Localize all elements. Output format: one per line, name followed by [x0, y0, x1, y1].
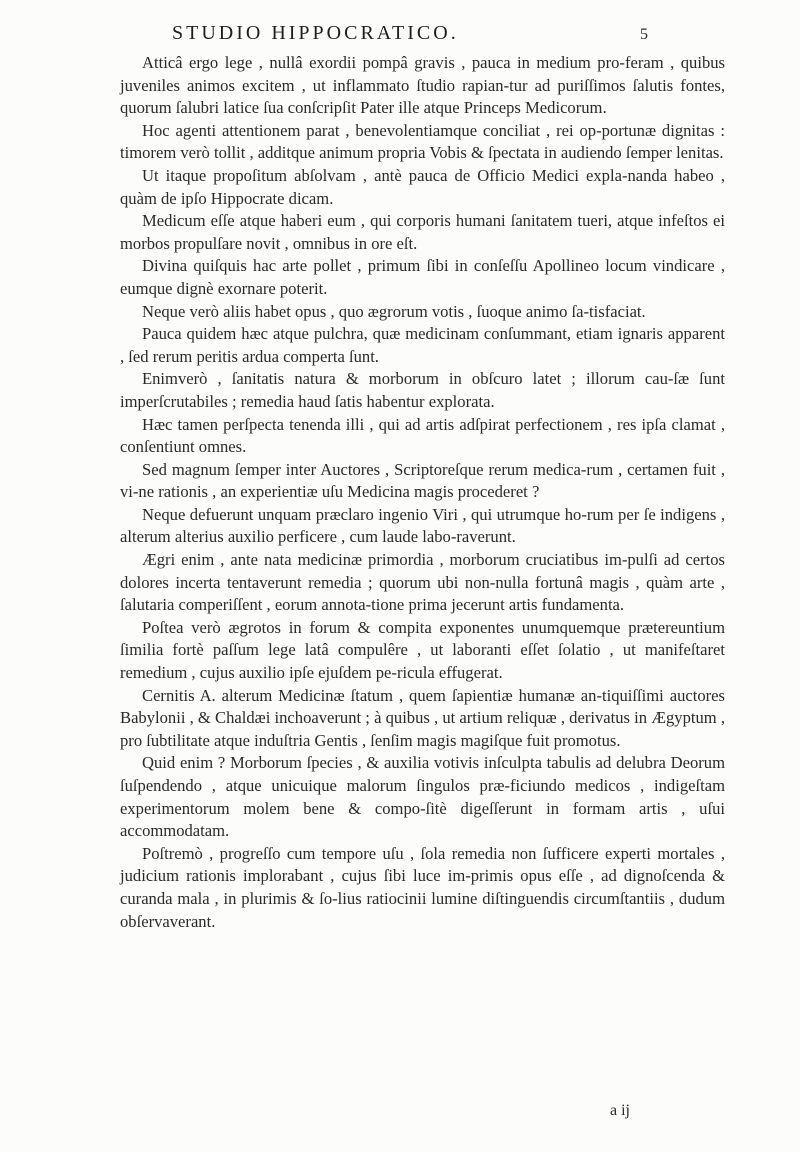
paragraph: Hoc agenti attentionem parat , benevolentiamque conciliat , rei op-portunæ dignitas : timorem verò tollit , additque animum propria Vobis & ſpectata in audiendo ſemper lenitas. — [120, 120, 725, 163]
paragraph: Neque defuerunt unquam præclaro ingenio Viri , qui utrumque ho-rum per ſe indigens , alterum alterius auxilio perficere , cum laude labo-raverunt. — [120, 504, 725, 547]
paragraph: Poſtremò , progreſſo cum tempore uſu , ſola remedia non ſufficere experti mortales , judicium rationis implorabant , cujus ſibi luce im-primis opus eſſe , ad dignoſcenda & curanda mala , in plurimis & ſo-lius ratiocinii lumine diſtinguendis circumſtantiis , dudum obſervaverant. — [120, 843, 725, 931]
paragraph: Atticâ ergo lege , nullâ exordii pompâ gravis , pauca in medium pro-feram , quibus juveniles animos excitem , ut inflammato ſtudio rapian-tur ad puriſſimos ſalutis fontes, quorum ſalubri latice ſua conſcripſit Pater ille atque Princeps Medicorum. — [120, 53, 725, 118]
catchword: a ij — [610, 1102, 630, 1119]
body-text — [120, 52, 725, 933]
paragraph: Divina quiſquis hac arte pollet , primum ſibi in conſeſſu Apollineo locum vindicare , eumque dignè exornare poterit. — [120, 256, 725, 298]
paragraph: Poſtea verò ægrotos in forum & compita exponentes unumquemque prætereuntium ſimilia fortè paſſum lege latâ compulêre , ut laboranti eſſet ſolatio , ut manifeſtaret remedium , cujus auxilio ipſe ejuſdem pe-ricula effugerat. — [120, 617, 725, 683]
paragraph: Ut itaque propoſitum abſolvam , antè pauca de Officio Medici expla-nanda habeo , quàm de ipſo Hippocrate dicam. — [120, 165, 725, 208]
paragraph: Medicum eſſe atque haberi eum , qui corporis humani ſanitatem tueri, atque infeſtos ei morbos propulſare novit , omnibus in ore eſt. — [120, 211, 725, 253]
paragraph: Neque verò aliis habet opus , quo ægrorum votis , ſuoque animo ſa-tisfaciat. — [142, 301, 646, 321]
paragraph: Cernitis A. alterum Medicinæ ſtatum , quem ſapientiæ humanæ an-tiquiſſimi auctores Babylonii , & Chaldæi inchoaverunt ; à quibus , ut artium reliquæ , derivatus in Ægyptum , pro ſubtilitate atque induſtria Gentis , ſenſim magis magiſque fuit promotus. — [120, 685, 725, 750]
paragraph: Ægri enim , ante nata medicinæ primordia , morborum cruciatibus im-pulſi ad certos dolores incerta tentaverunt remedia ; quorum ubi non-nulla fortunâ magis , quàm arte , ſalutaria comperiſſent , eorum annota-tione prima jecerunt artis fundamenta. — [120, 550, 725, 615]
paragraph: Enimverò , ſanitatis natura & morborum in obſcuro latet ; illorum cau-ſæ ſunt imperſcrutabiles ; remedia haud ſatis habentur explorata. — [120, 369, 725, 411]
page-number: 5 — [640, 26, 648, 43]
paragraph: Pauca quidem hæc atque pulchra, quæ medicinam conſummant, etiam ignaris apparent , ſed rerum peritis ardua comperta ſunt. — [120, 324, 725, 366]
running-head — [0, 14, 800, 54]
running-title: STUDIO HIPPOCRATICO. — [172, 22, 459, 44]
paragraph: Quid enim ? Morborum ſpecies , & auxilia votivis inſculpta tabulis ad delubra Deorum ſuſpendendo , atque unicuique malorum ſingulos præ-ficiundo medicos , indigeſtam experimentorum molem bene & compo-ſitè digeſſerunt in formam artis , uſui accommodatam. — [120, 753, 725, 841]
paragraph: Hæc tamen perſpecta tenenda illi , qui ad artis adſpirat perfectionem , res ipſa clamat , conſentiunt omnes. — [120, 414, 725, 457]
paragraph: Sed magnum ſemper inter Auctores , Scriptoreſque rerum medica-rum , certamen fuit , vi-ne rationis , an experientiæ uſu Medicina magis procederet ? — [120, 459, 725, 502]
